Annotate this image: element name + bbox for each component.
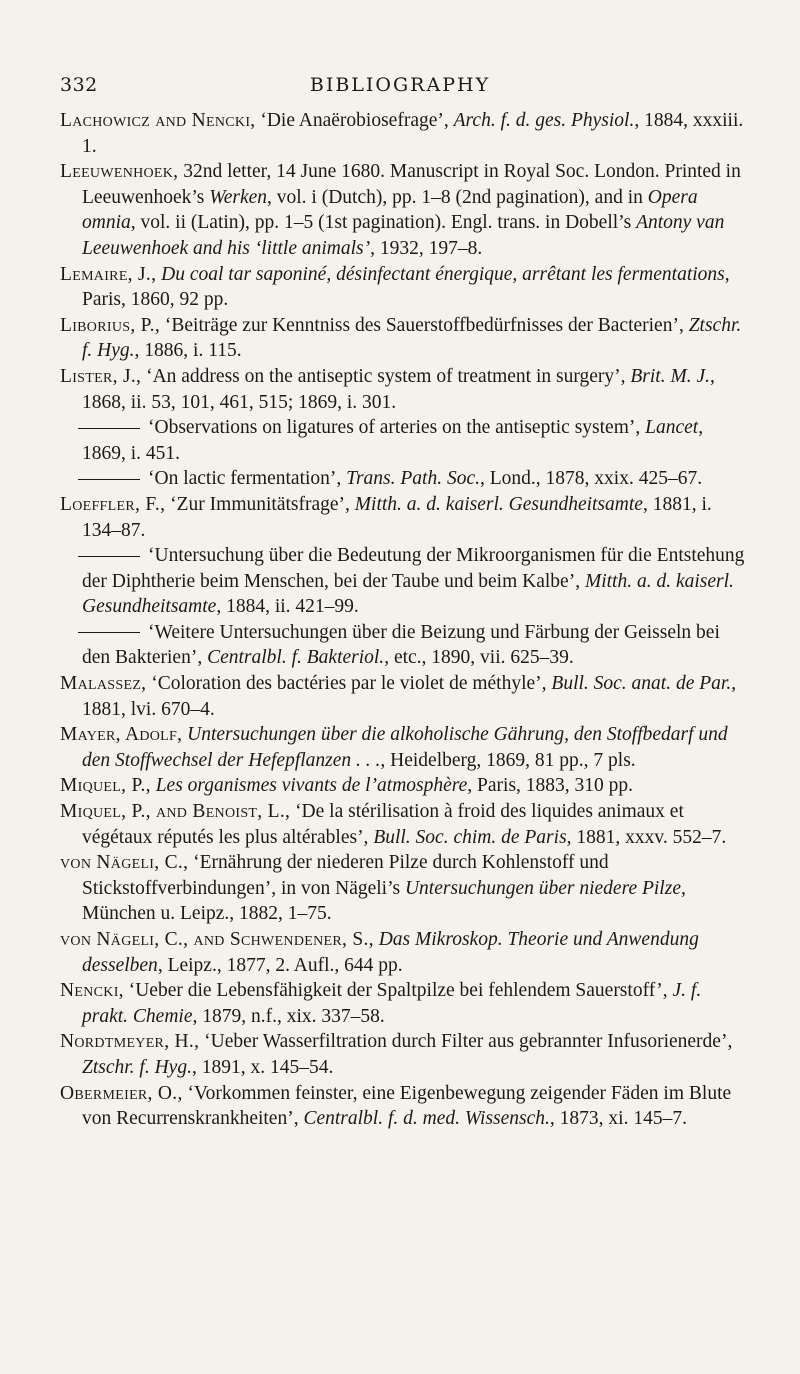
entry-text: , Heidelberg, 1869, 81 pp., 7 pls. xyxy=(380,749,636,771)
entry-text: , Leipz., 1877, 2. Aufl., 644 pp. xyxy=(157,954,403,976)
entry-text: ‘Vorkommen feinster, eine Eigenbewegung zeigender Fäden im Blute von Recurrenskrankheiten’, xyxy=(82,1082,732,1130)
entry-italic-title: Untersuchungen über niedere Pilze xyxy=(404,877,681,899)
entry-text: , Paris, 1860, 92 pp. xyxy=(82,263,730,311)
entry-text: , 1932, 197–8. xyxy=(370,237,483,259)
entry-italic-title: J. f. prakt. Chemie xyxy=(82,980,702,1027)
entry-text: , 1886, i. 115. xyxy=(134,340,242,362)
entry-text: ‘Coloration des bactéries par le violet de méthyle’, xyxy=(146,673,552,695)
entry-author: Miquel, P., and Benoist, L., xyxy=(60,801,291,823)
entry-text: , 1868, ii. 53, 101, 461, 515; 1869, i. 301. xyxy=(82,365,715,413)
entry-author: Lachowicz and Nencki, xyxy=(60,110,256,131)
entry-author: Lister, J., xyxy=(60,365,142,387)
bibliography-entry xyxy=(60,978,750,1029)
entry-text: , 1879, n.f., xix. 337–58. xyxy=(192,1005,385,1027)
entry-author: Liborius, P., xyxy=(60,314,161,336)
page-number: 332 xyxy=(60,74,98,96)
entry-text: , 1869, i. 451. xyxy=(82,417,704,464)
repeat-author-dash xyxy=(78,428,140,430)
entry-text: ‘Observations on ligatures of arteries on the antiseptic system’, xyxy=(148,417,646,439)
entry-italic-title: Les organismes vivants de l’atmosphère xyxy=(155,775,468,797)
entry-italic-title: Das Mikroskop. Theorie und Anwendung desselben xyxy=(82,929,699,976)
entry-text: , 1884, ii. 421–99. xyxy=(216,596,359,618)
entry-text: , vol. i (Dutch), pp. 1–8 (2nd pagination), and in xyxy=(267,186,648,208)
entry-text: ‘An address on the antiseptic system of treatment in surgery’, xyxy=(141,365,631,387)
bibliography-entry xyxy=(60,159,750,261)
entry-text: , vol. ii (Latin), pp. 1–5 (1st pagination). Engl. trans. in Dobell’s xyxy=(130,212,637,234)
bibliography-entry xyxy=(60,773,750,799)
bibliography-entry xyxy=(60,313,750,364)
entry-text: , etc., 1890, vii. 625–39. xyxy=(384,647,574,669)
entry-text: ‘Weitere Untersuchungen über die Beizung und Färbung der Geisseln bei den Bakterien’, xyxy=(82,621,720,669)
entry-text: , 1881, i. 134–87. xyxy=(82,493,712,541)
entry-italic-title: Arch. f. d. ges. Physiol. xyxy=(453,110,635,131)
bibliography-entry xyxy=(60,620,750,671)
entry-author: von Nägeli, C., and Schwendener, S., xyxy=(60,929,374,950)
bibliography-entry xyxy=(60,466,750,492)
entry-italic-title: Ztschr. f. Hyg. xyxy=(82,1056,192,1078)
repeat-author-dash xyxy=(78,632,140,634)
running-head: BIBLIOGRAPHY xyxy=(309,74,491,96)
entry-italic-title: Bull. Soc. anat. de Par. xyxy=(551,673,732,695)
entry-text: ‘Ueber Wasserfiltration durch Filter aus gebrannter Infusorienerde’, xyxy=(199,1031,733,1053)
entry-author: Nencki, xyxy=(60,980,124,1002)
page-header xyxy=(60,74,740,104)
bibliography-entry xyxy=(60,722,750,773)
entry-text: , 1881, xxxv. 552–7. xyxy=(566,826,727,848)
entry-author: Lemaire, J., xyxy=(60,263,157,285)
bibliography-list xyxy=(60,108,750,1132)
bibliography-entry xyxy=(60,927,750,978)
entry-author: Mayer, Adolf, xyxy=(60,724,183,746)
bibliography-entry xyxy=(60,108,750,159)
entry-text: ‘Beiträge zur Kenntniss des Sauerstoffbedürfnisses der Bacterien’, xyxy=(160,314,689,336)
repeat-author-dash xyxy=(78,556,140,558)
entry-text: , 1881, lvi. 670–4. xyxy=(82,673,737,720)
bibliography-entry xyxy=(60,1029,750,1080)
entry-author: Nordtmeyer, H., xyxy=(60,1031,200,1053)
entry-italic-title: Du coal tar saponiné, désinfectant énergique, arrêtant les fermentations xyxy=(161,263,725,285)
entry-text: ‘De la stérilisation à froid des liquides animaux et végétaux réputés les plus altérables’, xyxy=(82,801,684,848)
entry-author: von Nägeli, C., xyxy=(60,852,189,874)
entry-author: Malassez, xyxy=(60,673,147,695)
entry-italic-title: Lancet xyxy=(645,417,699,439)
entry-italic-title: Centralbl. f. d. med. Wissensch. xyxy=(303,1108,550,1130)
bibliography-entry xyxy=(60,492,750,543)
entry-italic-title: Bull. Soc. chim. de Paris xyxy=(373,826,567,848)
bibliography-entry xyxy=(60,850,750,927)
entry-text: ‘Die Anaërobiosefrage’, xyxy=(255,110,454,131)
entry-italic-title: Werken xyxy=(209,186,268,208)
entry-author: Obermeier, O., xyxy=(60,1082,183,1104)
entry-text: ‘Ernährung der niederen Pilze durch Kohlenstoff und Stickstoffverbindungen’, in von Nägeli’s xyxy=(82,852,609,899)
bibliography-entry xyxy=(60,364,750,415)
entry-text: ‘Ueber die Lebensfähigkeit der Spaltpilze bei fehlendem Sauerstoff’, xyxy=(123,980,673,1002)
entry-text: , Paris, 1883, 310 pp. xyxy=(467,775,634,797)
entry-italic-title: Ztschr. f. Hyg. xyxy=(82,314,742,362)
entry-text: , München u. Leipz., 1882, 1–75. xyxy=(82,877,686,925)
entry-text: ‘On lactic fermentation’, xyxy=(148,468,347,490)
bibliography-entry xyxy=(60,262,750,313)
entry-text: , 1891, x. 145–54. xyxy=(191,1056,334,1078)
entry-italic-title: Centralbl. f. Bakteriol. xyxy=(207,647,385,669)
bibliography-entry xyxy=(60,415,750,466)
entry-italic-title: Untersuchungen über die alkoholische Gährung, den Stoffbedarf und den Stoffwechsel der Hefepflanzen . . . xyxy=(82,724,728,771)
entry-italic-title: Antony van Leeuwenhoek and his ‘little animals’ xyxy=(82,212,725,259)
entry-author: Loeffler, F., xyxy=(60,493,166,515)
entry-text: , Lond., 1878, xxix. 425–67. xyxy=(479,468,703,490)
entry-italic-title: Opera omnia xyxy=(82,186,698,234)
repeat-author-dash xyxy=(78,479,140,481)
entry-italic-title: Trans. Path. Soc. xyxy=(346,468,480,490)
entry-italic-title: Mitth. a. d. kaiserl. Gesundheitsamte xyxy=(82,570,734,618)
entry-text: , 1884, xxxiii. 1. xyxy=(82,110,744,157)
entry-text: 32nd letter, 14 June 1680. Manuscript in Royal Soc. London. Printed in Leeuwenhoek’s xyxy=(82,161,741,208)
entry-text: ‘Untersuchung über die Bedeutung der Mikroorganismen für die Entstehung der Diphtherie beim Menschen, bei der Taube und beim Kalbe’, xyxy=(82,545,745,592)
entry-author: Miquel, P., xyxy=(60,775,151,797)
bibliography-entry xyxy=(60,543,750,620)
entry-author: Leeuwenhoek, xyxy=(60,161,179,183)
entry-italic-title: Brit. M. J. xyxy=(630,365,710,387)
entry-italic-title: Mitth. a. d. kaiserl. Gesundheitsamte xyxy=(354,493,643,515)
entry-text: ‘Zur Immunitätsfrage’, xyxy=(165,493,355,515)
bibliography-entry xyxy=(60,799,750,850)
bibliography-entry xyxy=(60,671,750,722)
bibliography-entry xyxy=(60,1081,750,1132)
entry-text: , 1873, xi. 145–7. xyxy=(549,1108,687,1130)
